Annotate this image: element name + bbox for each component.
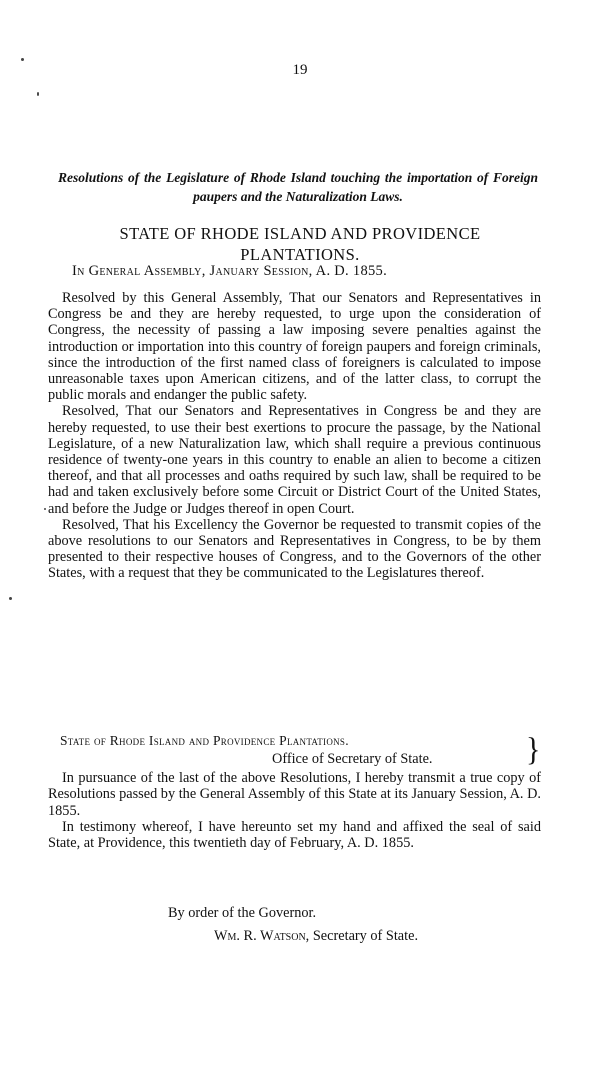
resolution-paragraph: Resolved by this General Assembly, That our Senators and Representatives in Congress be and they are hereby requested, to urge upon the consideration of Congress, the necessity of passing a law imposing severe penalties against the introduction or importation into this country of foreign paupers and foreign criminals, since the introduction of the first named class of foreigners is calculated to impose unreasonable taxes upon American citizens, and of the latter class, to corrupt the public morals and endanger the public safety.	[48, 290, 541, 404]
resolution-paragraph: Resolved, That his Excellency the Governor be requested to transmit copies of the above resolutions to our Senators and Representatives in Congress, to be by them presented to their respective houses of Congress, and to the Governors of the other States, with a request that they be communicated to the Legislatures thereof.	[48, 516, 541, 582]
speck-mark	[9, 597, 12, 600]
signature-title: Secretary of State.	[312, 928, 419, 944]
signature-line	[214, 928, 418, 945]
brace-mark: }	[526, 731, 541, 768]
resolutions-body	[48, 290, 541, 582]
certification-paragraph: In pursuance of the last of the above Resolutions, I hereby transmit a true copy of Resolutions passed by the General Assembly of this State at its January Session, A. D. 1855.	[48, 770, 541, 819]
page-number: 19	[292, 62, 308, 78]
certification-paragraph: In testimony whereof, I have hereunto set my hand and affixed the seal of said State, at Providence, this twentieth day of February, A. D. 1855.	[48, 818, 541, 852]
resolution-paragraph: Resolved, That our Senators and Representatives in Congress be and they are hereby requested, to use their best exertions to procure the passage, by the National Legislature, of a new Naturalization law, which shall require a previous continuous residence of twenty-one years in this country to enable an alien to become a citizen thereof, and that all processes and oaths required by such law, shall be required to be had and taken exclusively before some Circuit or District Court of the United States, and before the Judge or Judges thereof in open Court.	[48, 403, 541, 517]
speck-mark	[21, 58, 24, 61]
resolutions-heading: Resolutions of the Legislature of Rhode Island touching the importation of Foreign paupers and the Naturalization Laws.	[58, 170, 538, 204]
speck-mark	[37, 92, 39, 96]
state-heading: STATE OF RHODE ISLAND AND PROVIDENCE PLANTATIONS.	[119, 224, 481, 264]
signature-name: Wm. R. Watson,	[214, 928, 310, 944]
certification-state-line: State of Rhode Island and Providence Plantations.	[60, 733, 349, 748]
order-line: By order of the Governor.	[168, 905, 317, 921]
certification-body	[48, 770, 541, 851]
assembly-line: In General Assembly, January Session, A. D. 1855.	[72, 263, 388, 279]
speck-mark	[44, 508, 46, 510]
certification-office-line: Office of Secretary of State.	[272, 751, 433, 767]
